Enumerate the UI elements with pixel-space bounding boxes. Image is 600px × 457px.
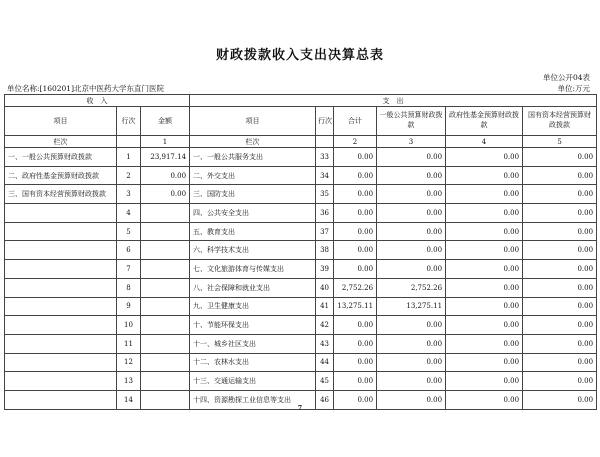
expense-row-no-cell: 33 (316, 148, 334, 167)
budget-summary-table (4, 94, 597, 410)
income-item-cell (5, 353, 117, 372)
expense-item-cell: 十三、交通运输支出 (190, 372, 316, 391)
state-capital-cell: 0.00 (523, 185, 597, 204)
table-row (5, 316, 597, 335)
gov-fund-cell: 0.00 (446, 372, 523, 391)
general-budget-cell: 0.00 (377, 185, 446, 204)
income-amount-cell (141, 372, 190, 391)
gov-fund-cell: 0.00 (446, 334, 523, 353)
expense-row-no-cell: 34 (316, 166, 334, 185)
general-budget-cell: 0.00 (377, 166, 446, 185)
expense-item-cell: 四、公共安全支出 (190, 204, 316, 223)
income-row-no-cell: 10 (117, 316, 141, 335)
total-cell: 0.00 (334, 353, 377, 372)
gov-fund-cell: 0.00 (446, 222, 523, 241)
table-row (5, 241, 597, 260)
table-row (5, 278, 597, 297)
income-item-cell: 一、一般公共预算财政拨款 (5, 148, 117, 167)
income-amount-cell: 0.00 (141, 185, 190, 204)
income-amount-cell (141, 316, 190, 335)
general-budget-cell: 0.00 (377, 390, 446, 409)
state-capital-cell: 0.00 (523, 148, 597, 167)
expense-item-cell: 七、文化旅游体育与传媒支出 (190, 260, 316, 279)
table-row (5, 297, 597, 316)
income-row-no-cell: 6 (117, 241, 141, 260)
gov-fund-cell: 0.00 (446, 260, 523, 279)
expense-section-header: 支 出 (190, 95, 597, 107)
state-capital-cell: 0.00 (523, 204, 597, 223)
state-capital-header: 国有资本经营预算财政拨款 (523, 107, 597, 136)
expense-row-no-cell: 40 (316, 278, 334, 297)
income-amount-cell (141, 278, 190, 297)
col-index-5: 5 (523, 136, 597, 148)
state-capital-cell: 0.00 (523, 297, 597, 316)
income-row-no-cell: 12 (117, 353, 141, 372)
table-row (5, 334, 597, 353)
income-item-cell (5, 222, 117, 241)
report-title: 财政拨款收入支出决算总表 (215, 48, 384, 63)
state-capital-cell: 0.00 (523, 260, 597, 279)
table-row (5, 353, 597, 372)
general-budget-cell: 0.00 (377, 222, 446, 241)
total-cell: 2,752.26 (334, 278, 377, 297)
income-amount-cell: 23,917.14 (141, 148, 190, 167)
total-cell: 0.00 (334, 148, 377, 167)
table-row (5, 372, 597, 391)
col-index-4: 4 (446, 136, 523, 148)
header-column-row (5, 107, 597, 136)
income-amount-cell (141, 334, 190, 353)
expense-col-label: 栏次 (190, 136, 316, 148)
gov-fund-cell: 0.00 (446, 148, 523, 167)
income-item-cell (5, 372, 117, 391)
income-row-no-cell: 13 (117, 372, 141, 391)
expense-item-cell: 八、社会保障和就业支出 (190, 278, 316, 297)
expense-item-header: 项目 (190, 107, 316, 136)
income-row-no-cell: 3 (117, 185, 141, 204)
income-item-cell (5, 334, 117, 353)
state-capital-cell: 0.00 (523, 353, 597, 372)
income-amount-cell (141, 241, 190, 260)
income-row-no-header: 行次 (117, 107, 141, 136)
income-col-label: 栏次 (5, 136, 117, 148)
state-capital-cell: 0.00 (523, 222, 597, 241)
income-row-no-cell: 4 (117, 204, 141, 223)
income-item-cell (5, 260, 117, 279)
expense-item-cell: 五、教育支出 (190, 222, 316, 241)
income-item-cell (5, 278, 117, 297)
income-section-header: 收 入 (5, 95, 190, 107)
general-budget-cell: 0.00 (377, 353, 446, 372)
total-cell: 0.00 (334, 241, 377, 260)
unit-name: 单位名称:[160201]北京中医药大学东直门医院 (7, 84, 165, 93)
expense-item-cell: 二、外交支出 (190, 166, 316, 185)
expense-item-cell: 十一、城乡社区支出 (190, 334, 316, 353)
expense-row-no-cell: 38 (316, 241, 334, 260)
gov-fund-cell: 0.00 (446, 390, 523, 409)
col-index-1: 1 (141, 136, 190, 148)
state-capital-cell: 0.00 (523, 241, 597, 260)
state-capital-cell: 0.00 (523, 278, 597, 297)
general-budget-cell: 0.00 (377, 148, 446, 167)
income-item-cell (5, 297, 117, 316)
income-amount-cell: 0.00 (141, 166, 190, 185)
unit-measure: 单位:万元 (557, 84, 590, 93)
general-budget-cell: 0.00 (377, 260, 446, 279)
gov-fund-cell: 0.00 (446, 316, 523, 335)
income-row-no-cell: 2 (117, 166, 141, 185)
income-amount-cell (141, 222, 190, 241)
income-row-no-cell: 7 (117, 260, 141, 279)
income-row-no-cell: 11 (117, 334, 141, 353)
form-number: 单位公开04表 (542, 73, 590, 82)
expense-row-no-cell: 35 (316, 185, 334, 204)
expense-item-cell: 九、卫生健康支出 (190, 297, 316, 316)
income-item-header: 项目 (5, 107, 117, 136)
state-capital-cell: 0.00 (523, 316, 597, 335)
income-item-cell (5, 241, 117, 260)
table-row (5, 166, 597, 185)
general-budget-header: 一般公共预算财政拨款 (377, 107, 446, 136)
expense-item-cell: 三、国防支出 (190, 185, 316, 204)
col-index-3: 3 (377, 136, 446, 148)
income-row-no-cell: 8 (117, 278, 141, 297)
expense-row-no-cell: 39 (316, 260, 334, 279)
table-row (5, 222, 597, 241)
general-budget-cell: 0.00 (377, 241, 446, 260)
column-index-row (5, 136, 597, 148)
total-cell: 0.00 (334, 260, 377, 279)
expense-item-cell: 十二、农林水支出 (190, 353, 316, 372)
income-row-no-cell: 1 (117, 148, 141, 167)
gov-fund-cell: 0.00 (446, 185, 523, 204)
gov-fund-cell: 0.00 (446, 204, 523, 223)
total-cell: 0.00 (334, 334, 377, 353)
state-capital-cell: 0.00 (523, 372, 597, 391)
general-budget-cell: 0.00 (377, 204, 446, 223)
gov-fund-cell: 0.00 (446, 278, 523, 297)
expense-row-no-cell: 36 (316, 204, 334, 223)
expense-row-no-cell: 42 (316, 316, 334, 335)
table-row (5, 148, 597, 167)
gov-fund-cell: 0.00 (446, 166, 523, 185)
income-amount-cell (141, 204, 190, 223)
income-item-cell: 三、国有资本经营预算财政拨款 (5, 185, 117, 204)
table-row (5, 185, 597, 204)
col-index-2: 2 (334, 136, 377, 148)
income-amount-cell (141, 353, 190, 372)
table-row (5, 260, 597, 279)
income-row-no-cell: 9 (117, 297, 141, 316)
expense-item-cell: 十四、资源勘探工业信息等支出 (190, 390, 316, 409)
total-cell: 13,275.11 (334, 297, 377, 316)
gov-fund-cell: 0.00 (446, 297, 523, 316)
state-capital-cell: 0.00 (523, 334, 597, 353)
gov-fund-cell: 0.00 (446, 241, 523, 260)
income-item-cell (5, 316, 117, 335)
table-row (5, 204, 597, 223)
income-amount-cell (141, 297, 190, 316)
header-section-row (5, 95, 597, 107)
total-cell: 0.00 (334, 316, 377, 335)
expense-row-no-cell: 44 (316, 353, 334, 372)
total-cell: 0.00 (334, 185, 377, 204)
total-header: 合计 (334, 107, 377, 136)
total-cell: 0.00 (334, 222, 377, 241)
expense-row-no-cell: 43 (316, 334, 334, 353)
income-amount-cell (141, 260, 190, 279)
expense-item-cell: 十、节能环保支出 (190, 316, 316, 335)
expense-row-no-cell: 46 (316, 390, 334, 409)
gov-fund-cell: 0.00 (446, 353, 523, 372)
expense-row-no-cell: 41 (316, 297, 334, 316)
income-row-no-cell: 14 (117, 390, 141, 409)
state-capital-cell: 0.00 (523, 390, 597, 409)
income-item-cell (5, 204, 117, 223)
total-cell: 0.00 (334, 166, 377, 185)
total-cell: 0.00 (334, 204, 377, 223)
expense-row-no-cell: 37 (316, 222, 334, 241)
page-number: 7 (297, 405, 303, 412)
state-capital-cell: 0.00 (523, 166, 597, 185)
gov-fund-header: 政府性基金预算财政拨款 (446, 107, 523, 136)
expense-row-no-cell: 45 (316, 372, 334, 391)
income-amount-header: 金额 (141, 107, 190, 136)
general-budget-cell: 13,275.11 (377, 297, 446, 316)
expense-row-no-header: 行次 (316, 107, 334, 136)
income-item-cell: 二、政府性基金预算财政拨款 (5, 166, 117, 185)
total-cell: 0.00 (334, 390, 377, 409)
expense-item-cell: 一、一般公共服务支出 (190, 148, 316, 167)
general-budget-cell: 2,752.26 (377, 278, 446, 297)
total-cell: 0.00 (334, 372, 377, 391)
expense-item-cell: 六、科学技术支出 (190, 241, 316, 260)
general-budget-cell: 0.00 (377, 334, 446, 353)
income-row-no-cell: 5 (117, 222, 141, 241)
general-budget-cell: 0.00 (377, 372, 446, 391)
general-budget-cell: 0.00 (377, 316, 446, 335)
